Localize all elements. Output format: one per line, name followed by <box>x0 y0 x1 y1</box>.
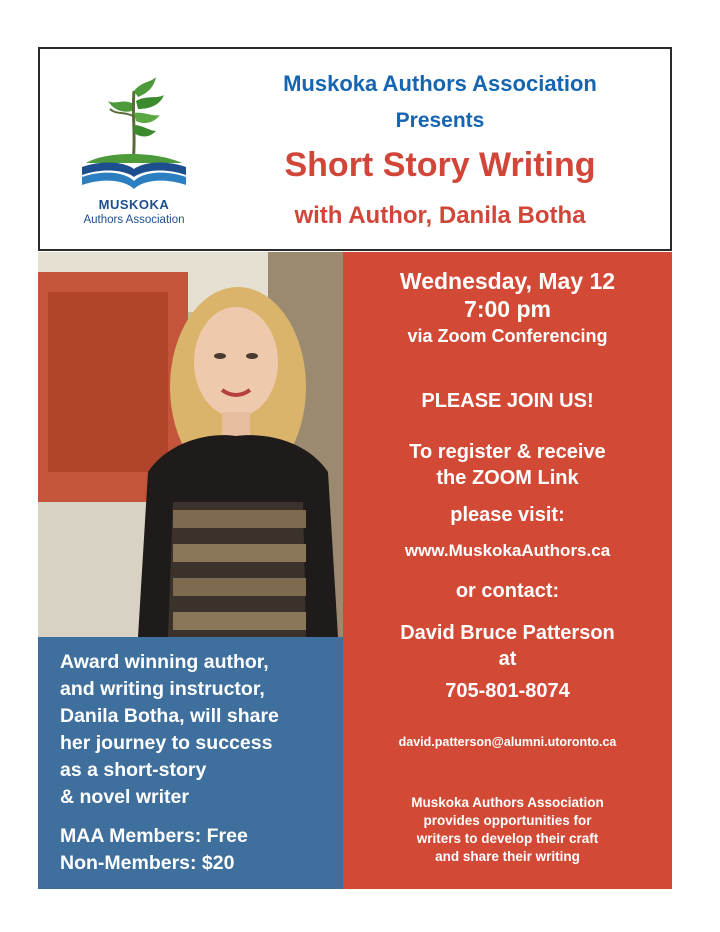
logo-wordmark: MUSKOKA <box>98 197 170 212</box>
maa-logo <box>76 71 192 231</box>
organization-name: Muskoka Authors Association <box>283 71 597 96</box>
author-bio-panel <box>38 637 343 889</box>
contact-phone: 705-801-8074 <box>445 680 570 702</box>
about-line-1: Muskoka Authors Association <box>411 795 604 810</box>
about-line-3: writers to develop their craft <box>416 831 599 846</box>
bio-line: Danila Botha, will share <box>60 705 279 727</box>
non-member-price: Non-Members: $20 <box>60 852 235 874</box>
visit-label: please visit: <box>450 504 565 526</box>
register-line-1: To register & receive <box>409 441 606 463</box>
bio-line: Award winning author, <box>60 651 269 673</box>
bio-line: and writing instructor, <box>60 678 265 700</box>
event-date: Wednesday, May 12 <box>399 268 616 294</box>
event-details-panel <box>343 252 672 889</box>
member-price: MAA Members: Free <box>60 825 248 847</box>
author-bio <box>60 649 340 811</box>
pricing <box>60 823 248 877</box>
website-link[interactable]: www.MuskokaAuthors.ca <box>404 541 611 560</box>
contact-email[interactable]: david.patterson@alumni.utoronto.ca <box>398 735 617 749</box>
register-line-2: the ZOOM Link <box>436 467 579 489</box>
event-author: with Author, Danila Botha <box>294 202 586 229</box>
event-platform: via Zoom Conferencing <box>407 326 608 346</box>
tree-book-icon <box>76 71 192 195</box>
bio-line: & novel writer <box>60 786 189 808</box>
join-us-text: PLEASE JOIN US! <box>421 390 594 412</box>
logo-subtitle: Authors Association <box>83 214 185 226</box>
bio-line: as a short-story <box>60 759 207 781</box>
event-time: 7:00 pm <box>464 296 551 322</box>
about-line-2: provides opportunities for <box>423 813 592 828</box>
presents-label: Presents <box>395 109 485 132</box>
contact-name: David Bruce Patterson <box>400 622 615 644</box>
about-line-4: and share their writing <box>435 849 580 864</box>
flyer-header <box>38 47 672 251</box>
contact-label: or contact: <box>455 580 560 602</box>
bio-line: her journey to success <box>60 732 273 754</box>
event-title: Short Story Writing <box>284 146 596 184</box>
contact-at: at <box>498 648 517 670</box>
author-photo <box>38 252 343 637</box>
